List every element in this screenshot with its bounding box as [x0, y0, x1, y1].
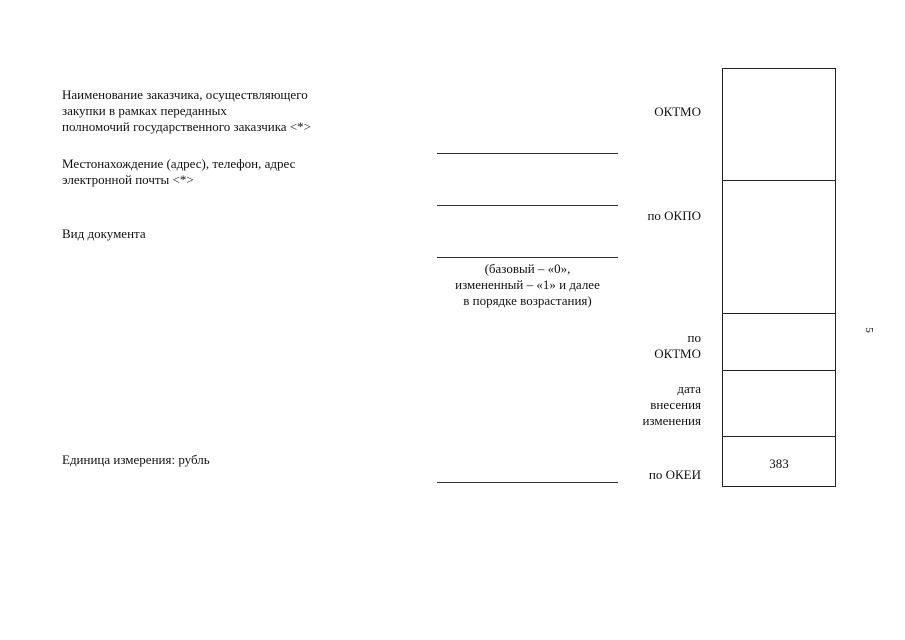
location-field-line[interactable] — [437, 205, 618, 206]
okpo-code-cell[interactable] — [723, 180, 835, 313]
document-type-hint — [437, 261, 618, 309]
location-label: Местонахождение (адрес), телефон, адрес электронной почты <*> — [62, 156, 296, 187]
oktmo-code-cell[interactable] — [723, 69, 835, 180]
po-oktmo-code-cell[interactable] — [723, 313, 835, 370]
document-type-hint-line: (базовый – «0», — [484, 261, 571, 276]
document-type-hint-line: измененный – «1» и далее — [455, 277, 600, 292]
unit-of-measure-label: Единица измерения: рубль — [62, 452, 210, 467]
page-number: 5 — [862, 327, 875, 333]
document-type-hint-line: в порядке возрастания) — [463, 293, 592, 308]
customer-name-label: Наименование заказчика, осуществляющего закупки в рамках переданных полномочий государственного заказчика <*> — [62, 87, 311, 134]
okei-code-cell[interactable]: 383 — [723, 436, 835, 487]
change-date-label: дата внесения изменения — [642, 381, 701, 428]
codes-table — [722, 68, 836, 487]
unit-field-line[interactable] — [437, 482, 618, 483]
okei-code-label: по ОКЕИ — [648, 467, 701, 482]
oktmo-code-label: ОКТМО — [654, 104, 701, 119]
po-oktmo-code-label: по ОКТМО — [654, 330, 701, 361]
okpo-code-label: по ОКПО — [647, 208, 701, 223]
customer-name-field-line[interactable] — [437, 153, 618, 154]
change-date-cell[interactable] — [723, 370, 835, 436]
document-type-label: Вид документа — [62, 226, 146, 241]
document-type-field-line[interactable] — [437, 257, 618, 258]
